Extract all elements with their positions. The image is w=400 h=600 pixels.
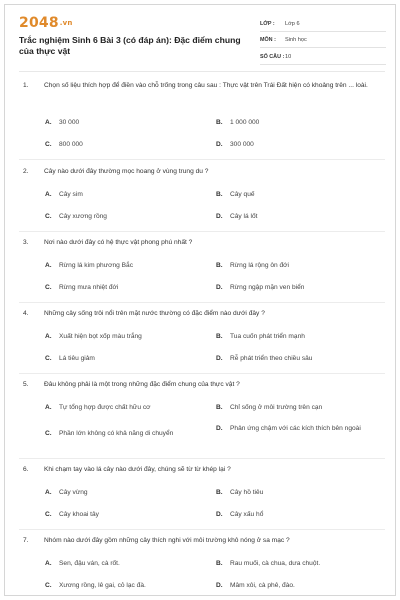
option-b[interactable]: B. Chỉ sống ở môi trường trên cạn: [216, 404, 323, 411]
page-title: Trắc nghiệm Sinh 6 Bài 3 (có đáp án): Đặc điểm chung của thực vật: [19, 35, 241, 56]
meta-row-grade: [260, 17, 386, 32]
meta-value: Sinh học: [285, 37, 307, 44]
question-divider: [19, 529, 385, 530]
question-divider: [19, 373, 385, 374]
option-c[interactable]: C. Rừng mưa nhiệt đới: [45, 284, 119, 291]
option-d[interactable]: D. Mâm xôi, cà phê, đào.: [216, 582, 295, 589]
question-divider: [19, 231, 385, 232]
question-number: 7.: [23, 537, 29, 544]
option-a[interactable]: A. Xuất hiện bọt xốp màu trắng: [45, 333, 142, 340]
question-divider: [19, 302, 385, 303]
question-text: 2. Cây nào dưới đây thường mọc hoang ở vùng trung du ?: [23, 167, 383, 178]
option-a[interactable]: A. 30 000: [45, 119, 80, 126]
meta-key: LỚP :: [260, 20, 275, 27]
question-text: 6. Khi chạm tay vào lá cây nào dưới đây, chúng sẽ từ từ khép lại ?: [23, 465, 383, 476]
question-text: 7. Nhóm nào dưới đây gồm những cây thích nghi với môi trường khô nóng ở sa mạc ?: [23, 536, 383, 547]
option-d[interactable]: D. Phản ứng chậm với các kích thích bên ngoài: [216, 425, 361, 432]
option-b[interactable]: B. Cây hồ tiêu: [216, 489, 264, 496]
option-c[interactable]: C. Lá tiêu giảm: [45, 355, 95, 362]
page-header: [5, 5, 396, 71]
meta-key: MÔN :: [260, 37, 276, 44]
option-b[interactable]: B. Rừng lá rộng ôn đới: [216, 262, 289, 269]
option-d[interactable]: D. Rễ phát triển theo chiều sâu: [216, 355, 313, 362]
question-number: 1.: [23, 82, 29, 89]
option-c[interactable]: C. Xương rồng, lê gai, cỏ lạc đà.: [45, 582, 146, 589]
option-b[interactable]: B. Tua cuốn phát triển mạnh: [216, 333, 305, 340]
question-text: 3. Nơi nào dưới đây có hệ thực vật phong phú nhất ?: [23, 238, 383, 249]
option-a[interactable]: A. Sen, đậu ván, cà rốt.: [45, 560, 120, 567]
question-divider: [19, 458, 385, 459]
question-number: 6.: [23, 466, 29, 473]
meta-row-subject: [260, 34, 386, 49]
meta-row-count: [260, 50, 386, 65]
question-number: 3.: [23, 239, 29, 246]
meta-value: 10: [285, 53, 292, 60]
option-d[interactable]: D. Cây xấu hổ: [216, 511, 264, 518]
header-divider: [19, 71, 385, 72]
question-text: 1. Chọn số liệu thích hợp để điền vào chỗ trống trong câu sau : Thực vật trên Trái Đất hiện có khoảng trên ... loài.: [23, 81, 383, 92]
quiz-meta: [260, 17, 386, 67]
option-a[interactable]: A. Cây vừng: [45, 489, 88, 496]
option-b[interactable]: B. Rau muối, cà chua, dưa chuột.: [216, 560, 321, 567]
site-logo[interactable]: 2048.vn: [19, 15, 73, 31]
quiz-page: [4, 4, 396, 596]
question-number: 4.: [23, 310, 29, 317]
question-number: 2.: [23, 168, 29, 175]
option-c[interactable]: C. Phần lớn không có khả năng di chuyển: [45, 430, 174, 437]
option-d[interactable]: D. Rừng ngập mặn ven biển: [216, 284, 305, 291]
question-divider: [19, 159, 385, 160]
option-a[interactable]: A. Rừng lá kim phương Bắc: [45, 262, 133, 269]
option-c[interactable]: C. Cây khoai tây: [45, 511, 99, 518]
question-text: 4. Những cây sống trôi nổi trên mặt nước thường có đặc điểm nào dưới đây ?: [23, 309, 383, 320]
option-a[interactable]: A. Cây sim: [45, 191, 83, 198]
option-d[interactable]: D. 300 000: [216, 141, 254, 148]
question-number: 5.: [23, 381, 29, 388]
option-a[interactable]: A. Tự tổng hợp được chất hữu cơ: [45, 404, 151, 411]
option-b[interactable]: B. 1 000 000: [216, 119, 260, 126]
question-text: 5. Đâu không phải là một trong những đặc điểm chung của thực vật ?: [23, 380, 383, 391]
option-c[interactable]: C. 800 000: [45, 141, 83, 148]
option-b[interactable]: B. Cây quế: [216, 191, 255, 198]
meta-key: SỐ CÂU :: [260, 53, 285, 60]
meta-value: Lớp 6: [285, 20, 300, 27]
option-d[interactable]: D. Cây lá lốt: [216, 213, 258, 220]
option-c[interactable]: C. Cây xương rồng: [45, 213, 107, 220]
